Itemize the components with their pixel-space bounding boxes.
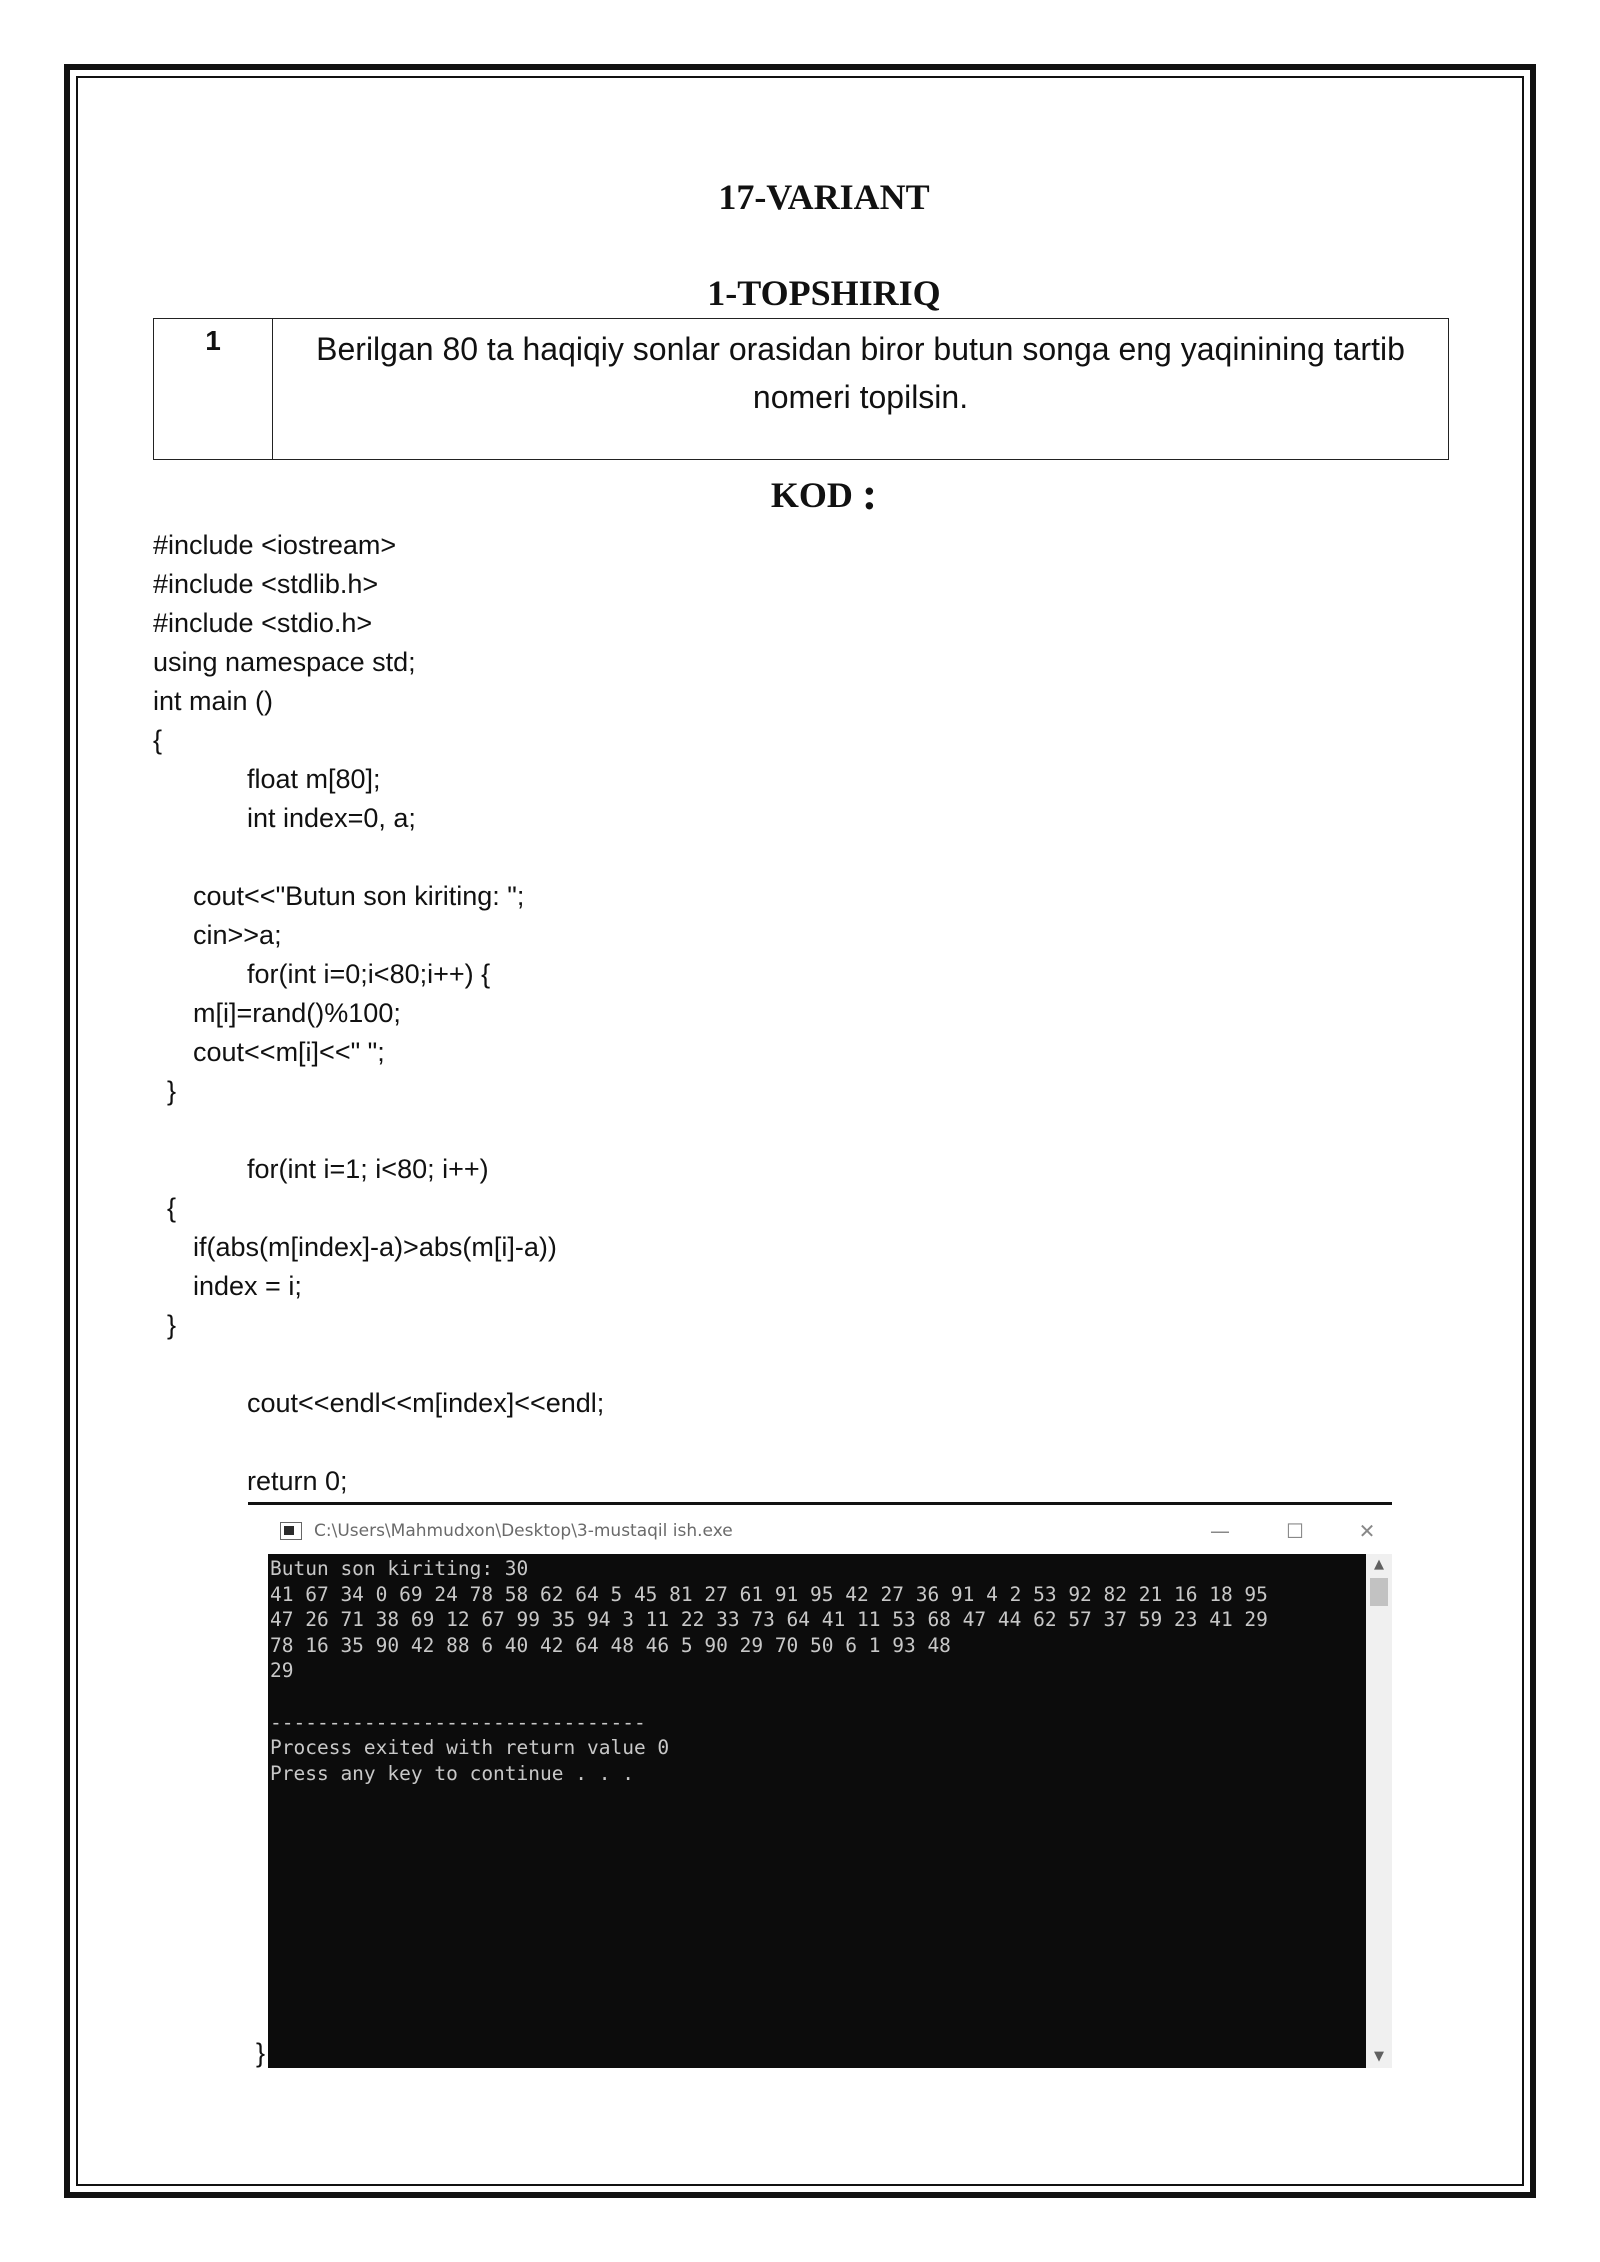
code-title-text: KOD xyxy=(770,475,853,515)
scroll-up-icon[interactable]: ▲ xyxy=(1374,1557,1384,1572)
code-line: for(int i=1; i<80; i++) xyxy=(247,1154,489,1184)
code-line: cin>>a; xyxy=(193,920,282,950)
code-line: { xyxy=(153,725,163,755)
code-line: } xyxy=(167,1310,177,1340)
code-line: for(int i=0;i<80;i++) { xyxy=(247,959,491,989)
console-line: 41 67 34 0 69 24 78 58 62 64 5 45 81 27 61 91 95 42 27 36 91 4 2 53 92 82 21 16 18 95 xyxy=(270,1582,1268,1606)
console-scrollbar[interactable] xyxy=(1366,1554,1392,2068)
console-titlebar[interactable] xyxy=(268,1508,1392,1554)
console-app-icon xyxy=(280,1522,302,1540)
task-number: 1 xyxy=(154,319,273,459)
task-title: 1-TOPSHIRIQ xyxy=(707,273,941,313)
code-line: float m[80]; xyxy=(247,764,381,794)
code-line: int index=0, a; xyxy=(247,803,416,833)
minimize-icon[interactable]: — xyxy=(1210,1519,1230,1543)
code-line: if(abs(m[index]-a)>abs(m[i]-a)) xyxy=(193,1232,557,1262)
code-line: int main () xyxy=(153,686,274,716)
code-line: cout<<m[i]<<" "; xyxy=(193,1037,385,1067)
console-line: Butun son kiriting: 30 xyxy=(270,1557,529,1580)
code-line: { xyxy=(167,1193,177,1223)
code-line: cout<<"Butun son kiriting: "; xyxy=(193,881,525,911)
close-icon[interactable]: ✕ xyxy=(1358,1519,1376,1543)
code-line: index = i; xyxy=(193,1271,302,1301)
code-title xyxy=(0,468,1600,519)
variant-title: 17-VARIANT xyxy=(718,177,930,217)
console-window xyxy=(268,1508,1392,2068)
task-table xyxy=(153,318,1449,460)
code-closing-brace: } xyxy=(256,2038,266,2068)
console-title: C:\Users\Mahmudxon\Desktop\3-mustaqil ish.exe xyxy=(314,1521,733,1541)
maximize-icon[interactable]: ☐ xyxy=(1286,1519,1304,1543)
console-line: Process exited with return value 0 xyxy=(270,1736,670,1760)
console-output[interactable] xyxy=(268,1554,1366,2068)
console-line xyxy=(270,1684,1366,1710)
code-line: return 0; xyxy=(247,1466,348,1496)
code-line: #include <stdlib.h> xyxy=(153,569,379,599)
console-line: 47 26 71 38 69 12 67 99 35 94 3 11 22 33 73 64 41 11 53 68 47 44 62 57 37 59 23 41 29 xyxy=(270,1608,1268,1632)
task-description: Berilgan 80 ta haqiqiy sonlar orasidan biror butun songa eng yaqinining tartib nomeri topilsin. xyxy=(316,331,1405,415)
console-line: Press any key to continue . . . xyxy=(270,1761,634,1785)
console-line: 78 16 35 90 42 88 6 40 42 64 48 46 5 90 29 70 50 6 1 93 48 xyxy=(270,1633,951,1657)
scroll-down-icon[interactable]: ▼ xyxy=(1374,2049,1384,2064)
code-line: #include <iostream> xyxy=(153,530,397,560)
code-line: cout<<endl<<m[index]<<endl; xyxy=(247,1388,605,1418)
scroll-thumb[interactable] xyxy=(1370,1578,1388,1606)
console-line: 29 xyxy=(270,1659,294,1683)
console-line: -------------------------------- xyxy=(270,1710,646,1734)
code-line: #include <stdio.h> xyxy=(153,608,373,638)
code-title-colon: : xyxy=(861,468,878,519)
code-line: using namespace std; xyxy=(153,647,416,677)
divider-line xyxy=(248,1502,1392,1505)
code-line: m[i]=rand()%100; xyxy=(193,998,401,1028)
code-line: } xyxy=(167,1076,177,1106)
